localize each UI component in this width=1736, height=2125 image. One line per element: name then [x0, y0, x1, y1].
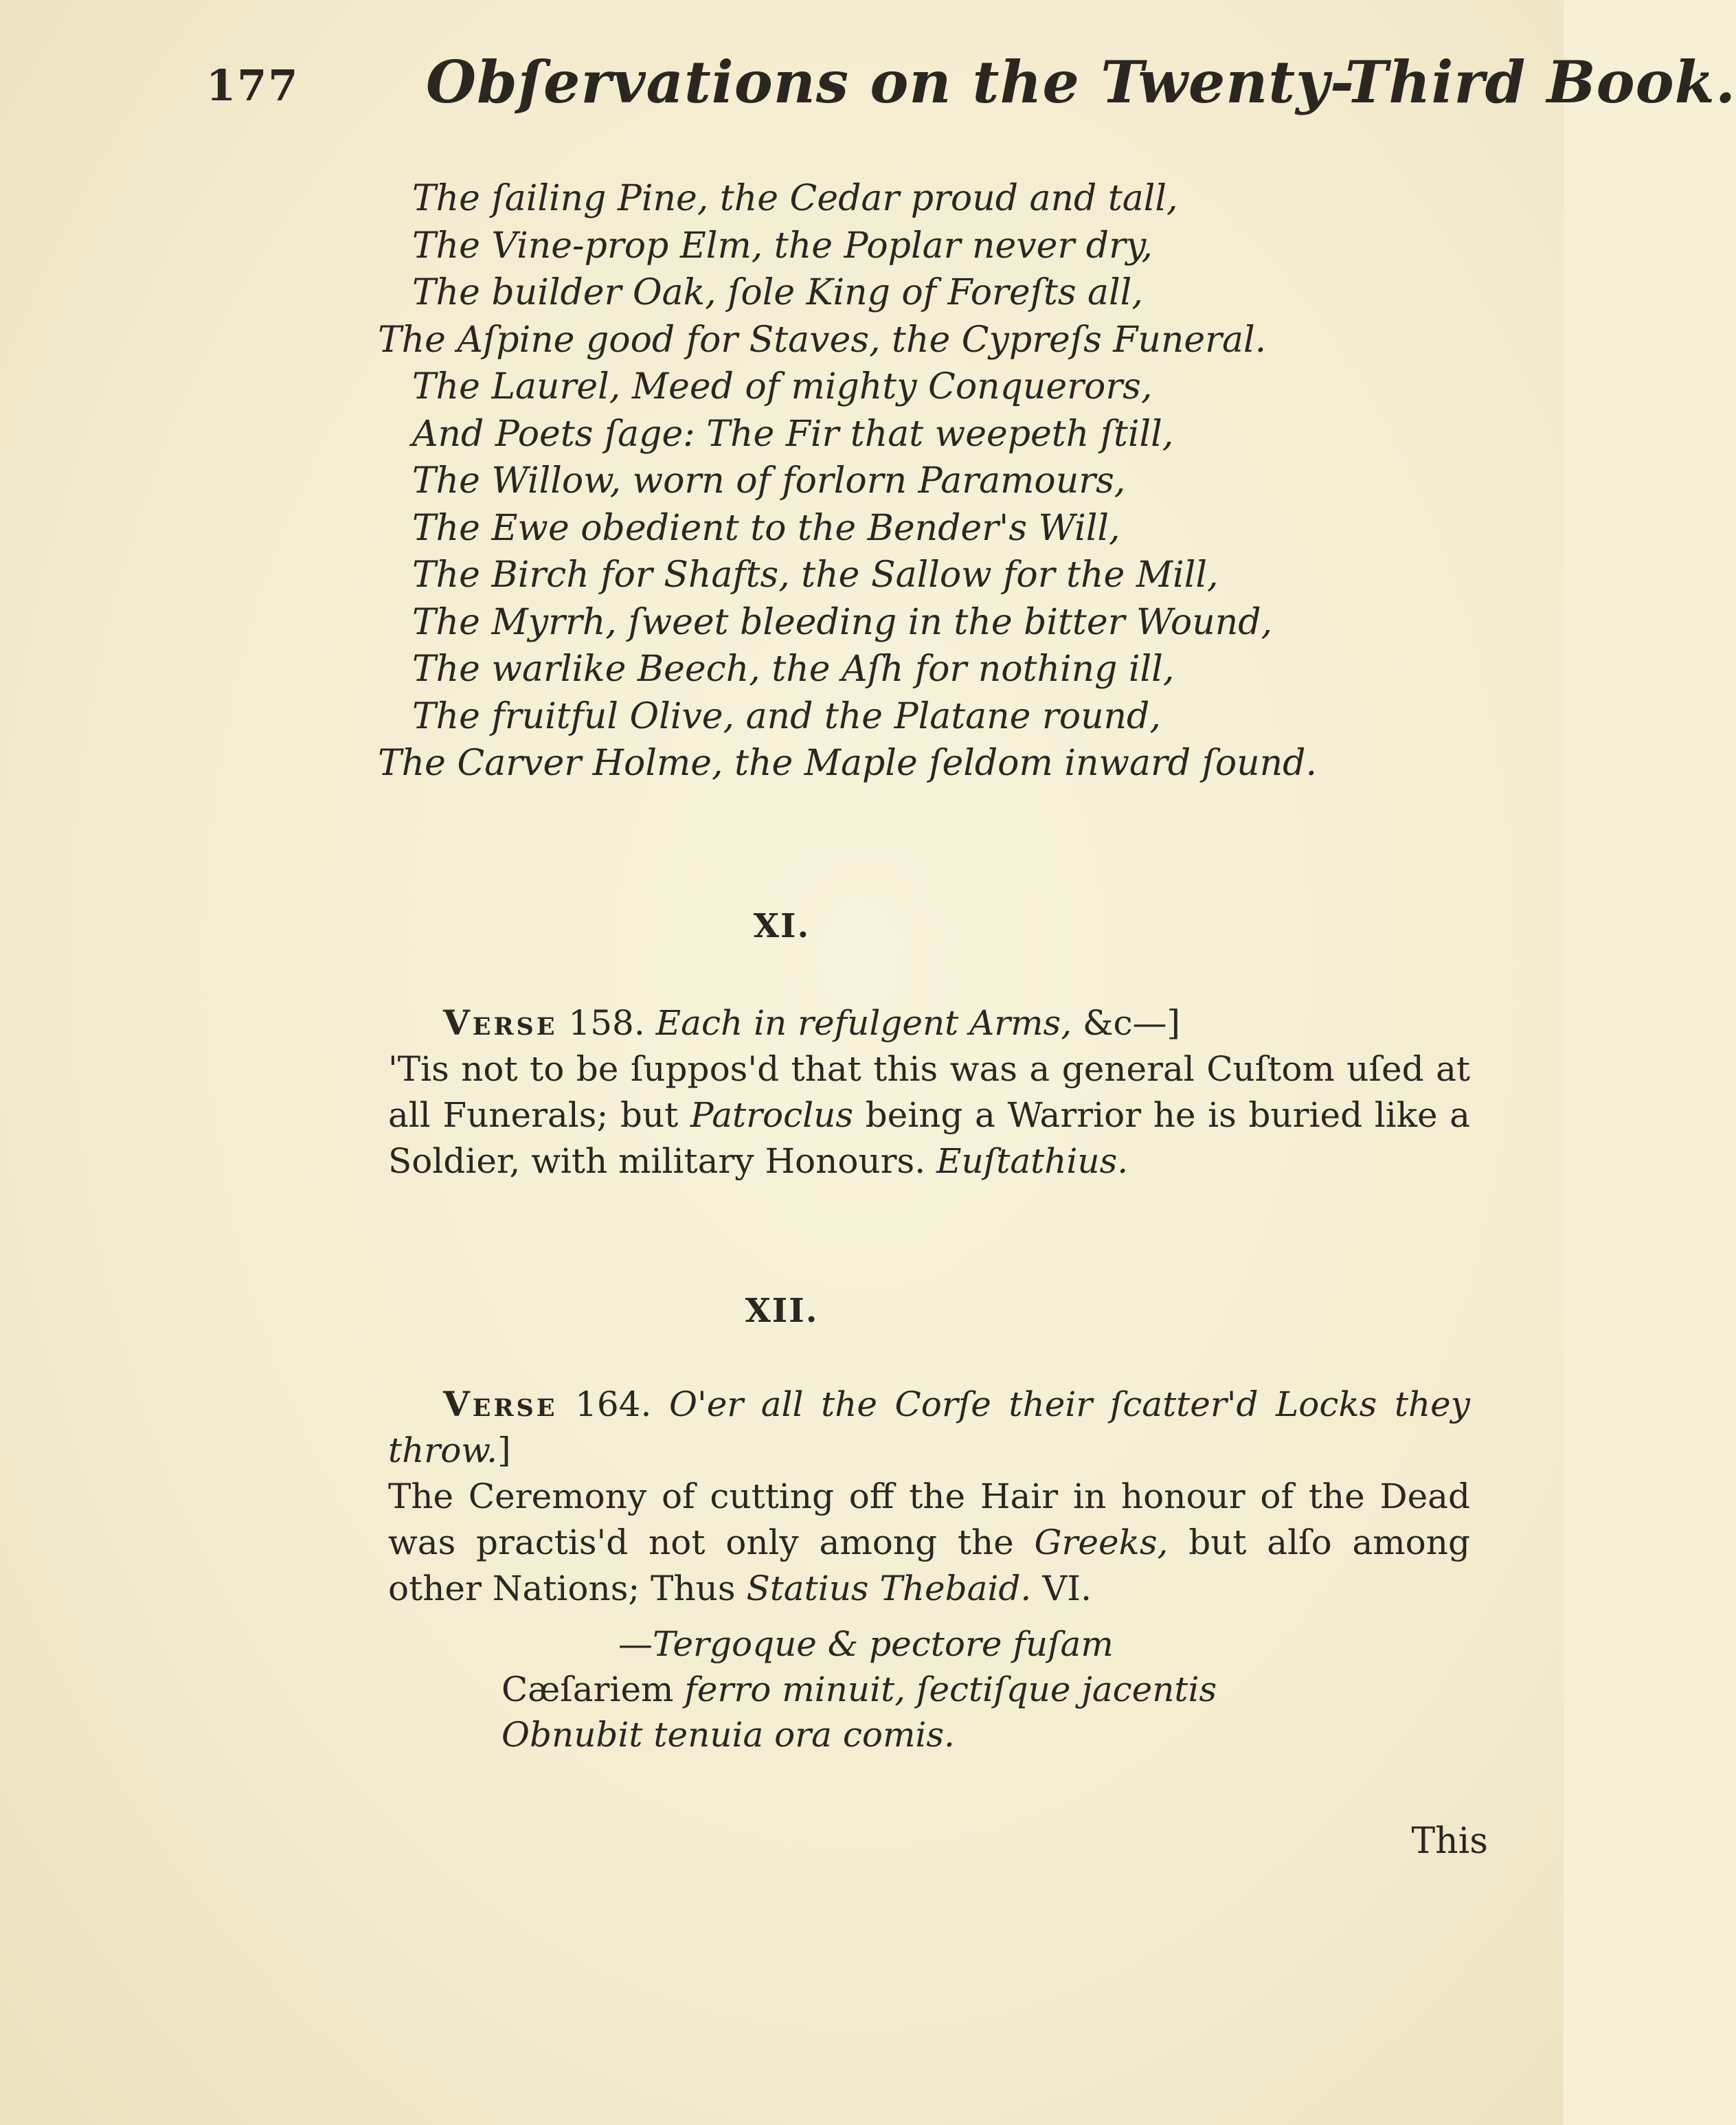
note-xi [388, 1000, 1470, 1184]
verse-line: The Myrrh, ſweet bleeding in the bitter Wound, [412, 601, 1273, 643]
verse-label: Verse [443, 1384, 558, 1424]
verse-number: 164. [575, 1384, 652, 1424]
page-header [206, 48, 1736, 131]
page-number: 177 [206, 60, 300, 111]
note-text: The Ceremony of cutting off the Hair in honour of the Dead was practis'd not only among the [388, 1476, 1470, 1562]
section-heading-xii: XII. [745, 1292, 819, 1330]
verse-line: The builder Oak, ſole King of Foreſts all, [412, 272, 1143, 313]
verse-line: The Willow, worn of forlorn Paramours, [412, 460, 1126, 502]
spenser-verse-quotation [378, 175, 1443, 787]
lemma-quote: Each in refulgent Arms, [655, 1003, 1072, 1043]
lemma-tail: ] [497, 1430, 511, 1470]
note-xii [388, 1381, 1470, 1612]
note-lead [388, 1000, 1470, 1046]
note-text: being a Warrior he is buried like a Soldier, with military Honours. [388, 1095, 1470, 1181]
section-heading-xi: XI. [753, 907, 811, 945]
people-name: Greeks, [1034, 1522, 1169, 1562]
verse-line: The ſailing Pine, the Cedar proud and tall, [412, 178, 1178, 219]
lemma-quote: O'er all the Corſe their ſcatter'd Locks they throw. [388, 1384, 1470, 1470]
verse-line: The Ewe obedient to the Bender's Will, [412, 507, 1120, 549]
latin-line [501, 1667, 1463, 1712]
verse-label: Verse [443, 1002, 558, 1043]
note-lead [388, 1381, 1470, 1474]
latin-line: —Tergoque & pectore fuſam [618, 1624, 1114, 1664]
person-name: Patroclus [690, 1095, 854, 1135]
verse-line: And Poets ſage: The Fir that weepeth ſtill, [412, 413, 1174, 455]
verse-line: The Laurel, Meed of mighty Conquerors, [412, 366, 1153, 407]
note-text: but alſo among other Nations; Thus [388, 1522, 1470, 1608]
note-text: 'Tis not to be ſuppos'd that this was a general Cuſtom uſed at all Funerals; but [388, 1049, 1470, 1135]
source-citation: Euſtathius. [936, 1141, 1129, 1181]
verse-line: The warlike Beech, the Aſh for nothing ill, [412, 649, 1175, 690]
verse-line: The fruitful Olive, and the Platane round, [412, 695, 1161, 737]
latin-quotation [501, 1621, 1463, 1757]
note-text: VI. [1042, 1569, 1092, 1608]
verse-number: 158. [568, 1003, 645, 1043]
verse-line: The Carver Holme, the Maple ſeldom inward ſound. [378, 743, 1317, 784]
running-title: Obſervations on the Twenty-Third Book. [426, 48, 1736, 116]
source-citation: Statius Thebaid. [746, 1569, 1032, 1608]
catchword: This [1411, 1821, 1488, 1862]
verse-line: The Vine-prop Elm, the Poplar never dry, [412, 225, 1153, 267]
latin-word: Cæſariem [501, 1669, 674, 1709]
verse-line: The Aſpine good for Staves, the Cypreſs Funeral. [378, 319, 1267, 361]
lemma-tail: &c—] [1083, 1003, 1181, 1043]
latin-line: Obnubit tenuia ora comis. [501, 1715, 955, 1755]
latin-text: ferro minuit, ſectiſque jacentis [684, 1669, 1217, 1709]
verse-line: The Birch for Shafts, the Sallow for the Mill, [412, 554, 1219, 596]
